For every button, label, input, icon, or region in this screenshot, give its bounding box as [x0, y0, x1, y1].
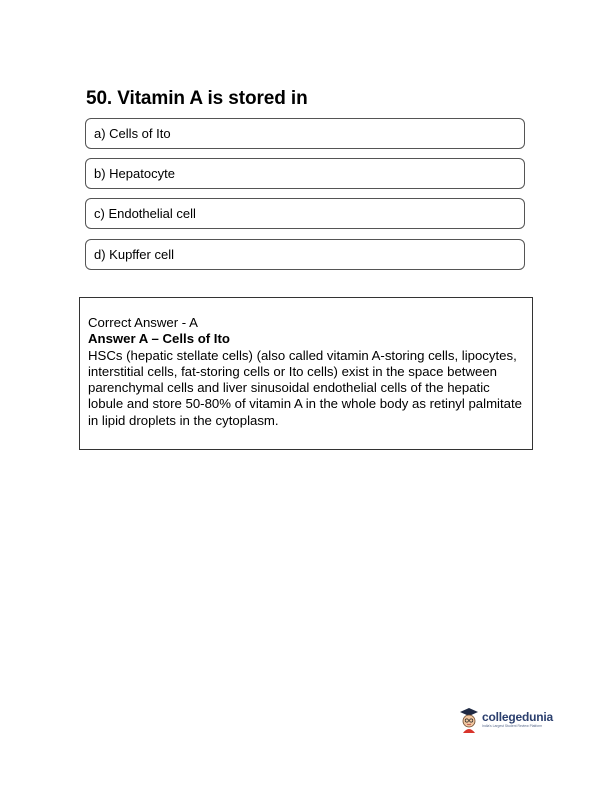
option-b[interactable]: b) Hepatocyte: [85, 158, 525, 189]
question-title: 50. Vitamin A is stored in: [86, 88, 308, 109]
option-a[interactable]: a) Cells of Ito: [85, 118, 525, 149]
option-c[interactable]: c) Endothelial cell: [85, 198, 525, 229]
answer-box: [79, 297, 533, 450]
answer-heading: Answer A – Cells of Ito: [88, 331, 230, 347]
option-d[interactable]: d) Kupffer cell: [85, 239, 525, 270]
collegedunia-logo: [458, 706, 553, 734]
correct-answer-line: Correct Answer - A: [88, 315, 198, 330]
mascot-icon: [458, 706, 480, 734]
answer-explanation: HSCs (hepatic stellate cells) (also called vitamin A-storing cells, lipocytes, interstitial cells, fat-storing cells or Ito cells) exist in the space between parenchymal cells and liver sinusoidal endothelial cells of the hepatic lobule and store 50-80% of vitamin A in the whole body as retinyl palmitate in lipid droplets in the cytoplasm.: [88, 347, 522, 428]
logo-name: collegedunia: [482, 710, 553, 724]
logo-tagline: India's Largest Student Review Platform: [482, 724, 543, 728]
